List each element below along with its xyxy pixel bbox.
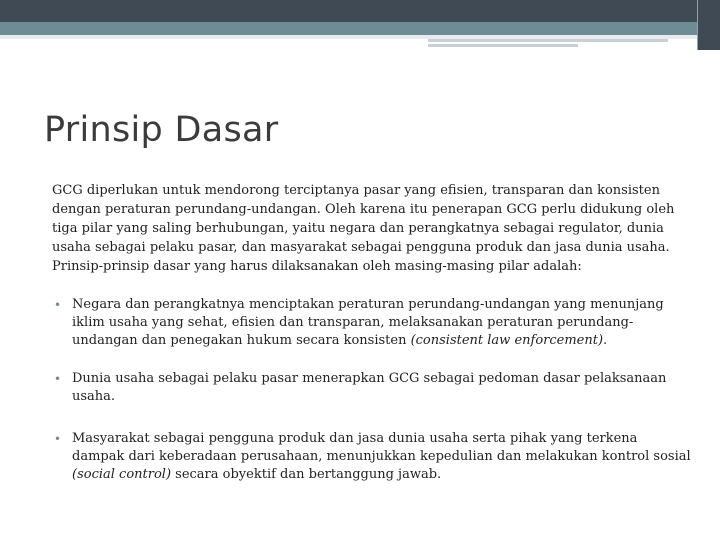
header-bar-dark: [0, 0, 720, 22]
header-accent-line: [428, 39, 668, 42]
intro-paragraph: GCG diperlukan untuk mendorong terciptanya pasar yang efisien, transparan dan konsisten dengan peraturan perundang-undangan. Oleh karena itu penerapan GCG perlu didukung oleh tiga pilar yang saling berhubungan, yaitu negara dan perangkatnya sebagai regulator, dunia usaha sebagai pelaku pasar, dan masyarakat sebagai pengguna produk dan jasa dunia usaha. Prinsip-prinsip dasar yang harus dilaksanakan oleh masing-masing pilar adalah:: [52, 183, 675, 274]
bullet-tail: .: [603, 333, 608, 348]
bullet-text: Negara dan perangkatnya menciptakan peraturan perundang-undangan yang menunjang iklim usaha yang sehat, efisien dan transparan, melaksanakan peraturan perundang-undangan dan penegakan hukum secara konsisten: [72, 297, 664, 348]
bullet-tail: secara obyektif dan bertanggung jawab.: [171, 467, 442, 482]
list-item: [52, 370, 692, 406]
header-accent-line-short: [428, 44, 578, 47]
principles-list: [52, 296, 692, 504]
bullet-text: Masyarakat sebagai pengguna produk dan jasa dunia usaha serta pihak yang terkena dampak dari keberadaan perusahaan, menunjukkan kepedulian dan melakukan kontrol sosial: [72, 431, 691, 464]
bullet-text: Dunia usaha sebagai pelaku pasar menerapkan GCG sebagai pedoman dasar pelaksanaan usaha.: [72, 371, 667, 404]
slide-title: Prinsip Dasar: [44, 110, 279, 150]
header-bar-teal: [0, 22, 720, 35]
bullet-italic-term: (consistent law enforcement): [410, 333, 604, 348]
list-item: [52, 430, 692, 484]
bullet-icon: •: [54, 298, 62, 312]
corner-block: [698, 0, 720, 50]
bullet-italic-term: (social control): [72, 467, 172, 482]
bullet-icon: •: [54, 372, 62, 386]
list-item: [52, 296, 692, 350]
bullet-icon: •: [54, 432, 62, 446]
